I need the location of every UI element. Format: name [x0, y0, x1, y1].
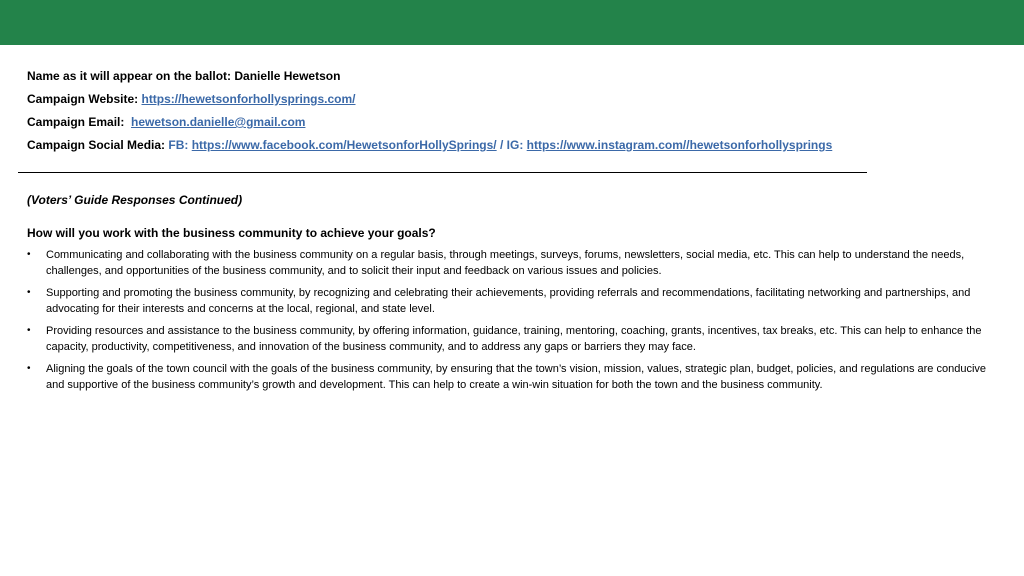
website-link[interactable]: https://hewetsonforhollysprings.com/	[141, 92, 356, 106]
bullet-icon: •	[27, 249, 31, 260]
bullet-icon: •	[27, 363, 31, 374]
ballot-name-line	[27, 68, 832, 91]
facebook-link[interactable]: https://www.facebook.com/HewetsonforHollySprings/	[191, 138, 497, 152]
email-link[interactable]: hewetson.danielle@gmail.com	[131, 115, 306, 129]
header-band	[0, 0, 1024, 45]
list-item	[27, 247, 987, 279]
social-separator: /	[496, 138, 507, 152]
question-heading: How will you work with the business community to achieve your goals?	[27, 226, 436, 240]
answer-text: Supporting and promoting the business community, by recognizing and celebrating their achievements, providing referrals and recommendations, facilitating networking and partnerships, and advocating for their interests and concerns at the local, regional, and state level.	[46, 287, 971, 315]
answer-text: Providing resources and assistance to the business community, by offering information, guidance, training, mentoring, coaching, grants, incentives, tax breaks, etc. This can help to enhance the capacity, productivity, competitiveness, and innovation of the business community, and to address any gaps or barriers they may face.	[46, 325, 982, 353]
bullet-icon: •	[27, 287, 31, 298]
bullet-icon: •	[27, 325, 31, 336]
website-label: Campaign Website:	[27, 92, 139, 106]
email-line	[27, 114, 832, 137]
instagram-link[interactable]: https://www.instagram.com//hewetsonforhollysprings	[526, 138, 833, 152]
list-item	[27, 361, 987, 393]
answer-text: Aligning the goals of the town council with the goals of the business community, by ensuring that the town’s vision, mission, values, strategic plan, budget, policies, and regulations are conducive and supportive of the business community’s growth and development. This can help to create a win-win situation for both the town and the business community.	[46, 363, 987, 391]
ballot-name-value: Danielle Hewetson	[234, 69, 341, 83]
list-item	[27, 285, 987, 317]
answer-list	[27, 247, 987, 399]
fb-label: FB:	[168, 138, 189, 152]
email-label: Campaign Email:	[27, 115, 125, 129]
website-line	[27, 91, 832, 114]
section-divider	[18, 172, 867, 173]
continued-note: (Voters’ Guide Responses Continued)	[27, 193, 243, 207]
answer-text: Communicating and collaborating with the business community on a regular basis, through meetings, surveys, forums, newsletters, social media, etc. This can help to understand the needs, challenges, and opportunities of the business community, and to solicit their input and feedback on various issues and policies.	[46, 249, 965, 277]
ballot-name-label: Name as it will appear on the ballot:	[27, 69, 232, 83]
social-line	[27, 137, 832, 160]
candidate-info	[27, 68, 832, 160]
list-item	[27, 323, 987, 355]
ig-label: IG:	[506, 138, 524, 152]
social-label: Campaign Social Media:	[27, 138, 166, 152]
